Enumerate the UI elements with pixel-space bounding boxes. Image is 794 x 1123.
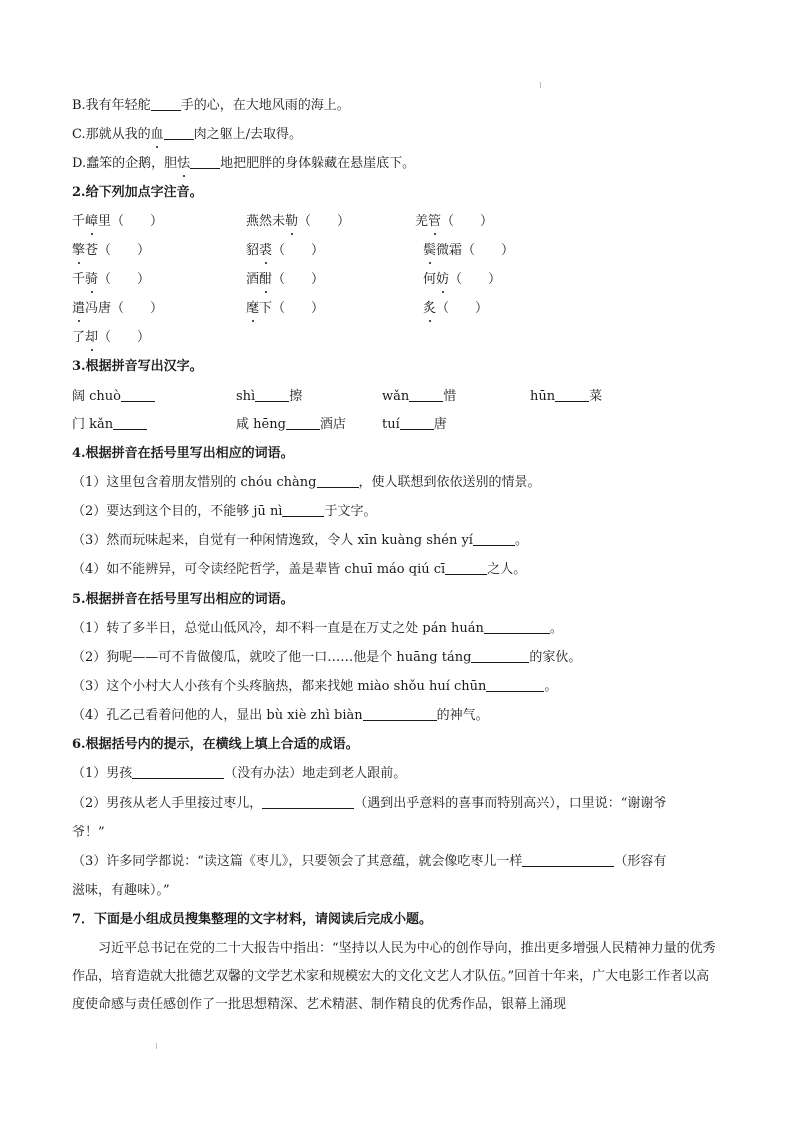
q3-item: shì 擦: [236, 389, 303, 404]
q2-item: 千嶂里（ ）: [72, 214, 164, 229]
answer-blank[interactable]: [471, 649, 529, 663]
q3-item: 阔 chuò: [72, 388, 155, 406]
q2-item: 千骑（ ）: [72, 272, 151, 287]
scan-mark-bottom: [156, 1043, 157, 1049]
q3-item: wǎn 惜: [382, 389, 457, 404]
q2-item: 炙（ ）: [423, 301, 489, 316]
answer-blank[interactable]: [445, 561, 487, 575]
q5-item: （3）这个小村大人小孩有个头疼脑热，都来找她 miào shǒu huí chūn 。: [72, 679, 558, 694]
answer-blank[interactable]: [262, 795, 354, 809]
q4-item: （4）如不能辨异，可令读经陀哲学，盖是辈皆 chuī máo qiú cī 之人。: [72, 562, 527, 577]
q2-item: 鬓微霜（ ）: [423, 243, 515, 258]
option-text: B.我有年轻舵: [72, 98, 151, 113]
q6-title: 6.根据括号内的提示，在横线上填上合适的成语。: [72, 737, 359, 752]
answer-blank[interactable]: [486, 678, 544, 692]
q4-item: （3）然而玩味起来，自觉有一种闲情逸致，令人 xīn kuàng shén yí 。: [72, 533, 528, 548]
answer-blank[interactable]: [409, 388, 443, 402]
answer-blank[interactable]: [132, 765, 224, 779]
q7-title: 7．下面是小组成员搜集整理的文字材料，请阅读后完成小题。: [72, 912, 433, 927]
answer-blank[interactable]: [363, 707, 437, 721]
answer-blank[interactable]: [282, 503, 324, 517]
q2-item: 麾下（ ）: [246, 301, 325, 316]
q5-title: 5.根据拼音在括号里写出相应的词语。: [72, 592, 294, 607]
answer-blank[interactable]: [113, 416, 147, 430]
q2-item: 了却（ ）: [72, 330, 151, 345]
answer-blank[interactable]: [522, 853, 614, 867]
option-text: 手的心，在大地风雨的海上。: [180, 98, 350, 113]
q5-item: （4）孔乙己看着问他的人，显出 bù xiè zhì biàn 的神气。: [72, 708, 489, 723]
answer-blank[interactable]: [151, 97, 181, 111]
scan-mark-top: [540, 82, 541, 88]
q4-item: （2）要达到这个目的，不能够 jū nì 于文字。: [72, 504, 377, 519]
answer-blank[interactable]: [121, 388, 155, 402]
q2-item: 羌管（ ）: [415, 214, 494, 229]
answer-blank[interactable]: [317, 474, 359, 488]
option-text: D.蠢笨的企鹅，胆: [72, 156, 178, 171]
q4-item: （1）这里包含着朋友惜别的 chóu chàng ，使人联想到依依送别的情景。: [72, 475, 541, 490]
q5-item: （1）转了多半日，总觉山低风冷，却不料一直是在万丈之处 pán huán 。: [72, 621, 563, 636]
option-text: C.那就从我的: [72, 127, 151, 142]
option-text: 肉之躯上/去取得。: [193, 127, 303, 142]
q5-item: （2）狗呢——可不肯做傻瓜，就咬了他一口……他是个 huāng táng 的家伙。: [72, 650, 582, 665]
q1-option-b: [72, 97, 350, 115]
q3-item: 咸 hēng 酒店: [236, 417, 346, 432]
q2-item: 擎苍（ ）: [72, 243, 151, 258]
answer-blank[interactable]: [164, 126, 194, 140]
option-text: 地把肥胖的身体躲藏在悬崖底下。: [220, 156, 416, 171]
answer-blank[interactable]: [400, 416, 434, 430]
answer-blank[interactable]: [190, 155, 220, 169]
q2-title: 2.给下列加点字注音。: [72, 185, 203, 200]
q6-item-3: （3）许多同学都说：“读这篇《枣儿》，只要领会了其意蕴，就会像吃枣儿一样 （形容有: [72, 854, 667, 869]
q2-item: 何妨（ ）: [423, 272, 502, 287]
q6-item-2: （2）男孩从老人手里接过枣儿， （遇到出乎意料的喜事而特别高兴），口里说：“谢谢爷: [72, 796, 667, 811]
q2-item: 貂裘（ ）: [246, 243, 325, 258]
q6-item-3-cont: 滋味，有趣味）。”: [72, 883, 170, 898]
q3-item: 门 kǎn: [72, 416, 147, 434]
answer-blank[interactable]: [255, 388, 289, 402]
q1-option-c: [72, 126, 302, 144]
q6-item-2-cont: 爷！”: [72, 825, 105, 840]
q3-item: tuí 唐: [382, 417, 447, 432]
answer-blank[interactable]: [286, 416, 320, 430]
q1-option-d: [72, 155, 415, 173]
answer-blank[interactable]: [484, 620, 550, 634]
q7-paragraph: 习近平总书记在党的二十大报告中指出：“坚持以人民为中心的创作导向，推出更多增强人民精神力量的优秀作品，培育造就大批德艺双馨的文学艺术家和规模宏大的文化文艺人才队伍。”回首十年来，广大电影工作者以高度使命感与责任感创作了一批思想精深、艺术精湛、制作精良的优秀作品，银幕上涌现: [72, 941, 716, 1012]
q3-item: hūn 菜: [530, 389, 603, 404]
q2-item: 燕然未勒（ ）: [246, 214, 351, 229]
dotted-char: 怯: [177, 156, 191, 171]
q2-item: 酒酣（ ）: [246, 272, 325, 287]
q6-item-1: （1）男孩 （没有办法）地走到老人跟前。: [72, 766, 407, 781]
dotted-char: 血: [150, 127, 164, 142]
answer-blank[interactable]: [473, 532, 515, 546]
q3-title: 3.根据拼音写出汉字。: [72, 359, 203, 374]
q4-title: 4.根据拼音在括号里写出相应的词语。: [72, 446, 294, 461]
q2-item: 遣冯唐（ ）: [72, 301, 164, 316]
answer-blank[interactable]: [555, 388, 589, 402]
